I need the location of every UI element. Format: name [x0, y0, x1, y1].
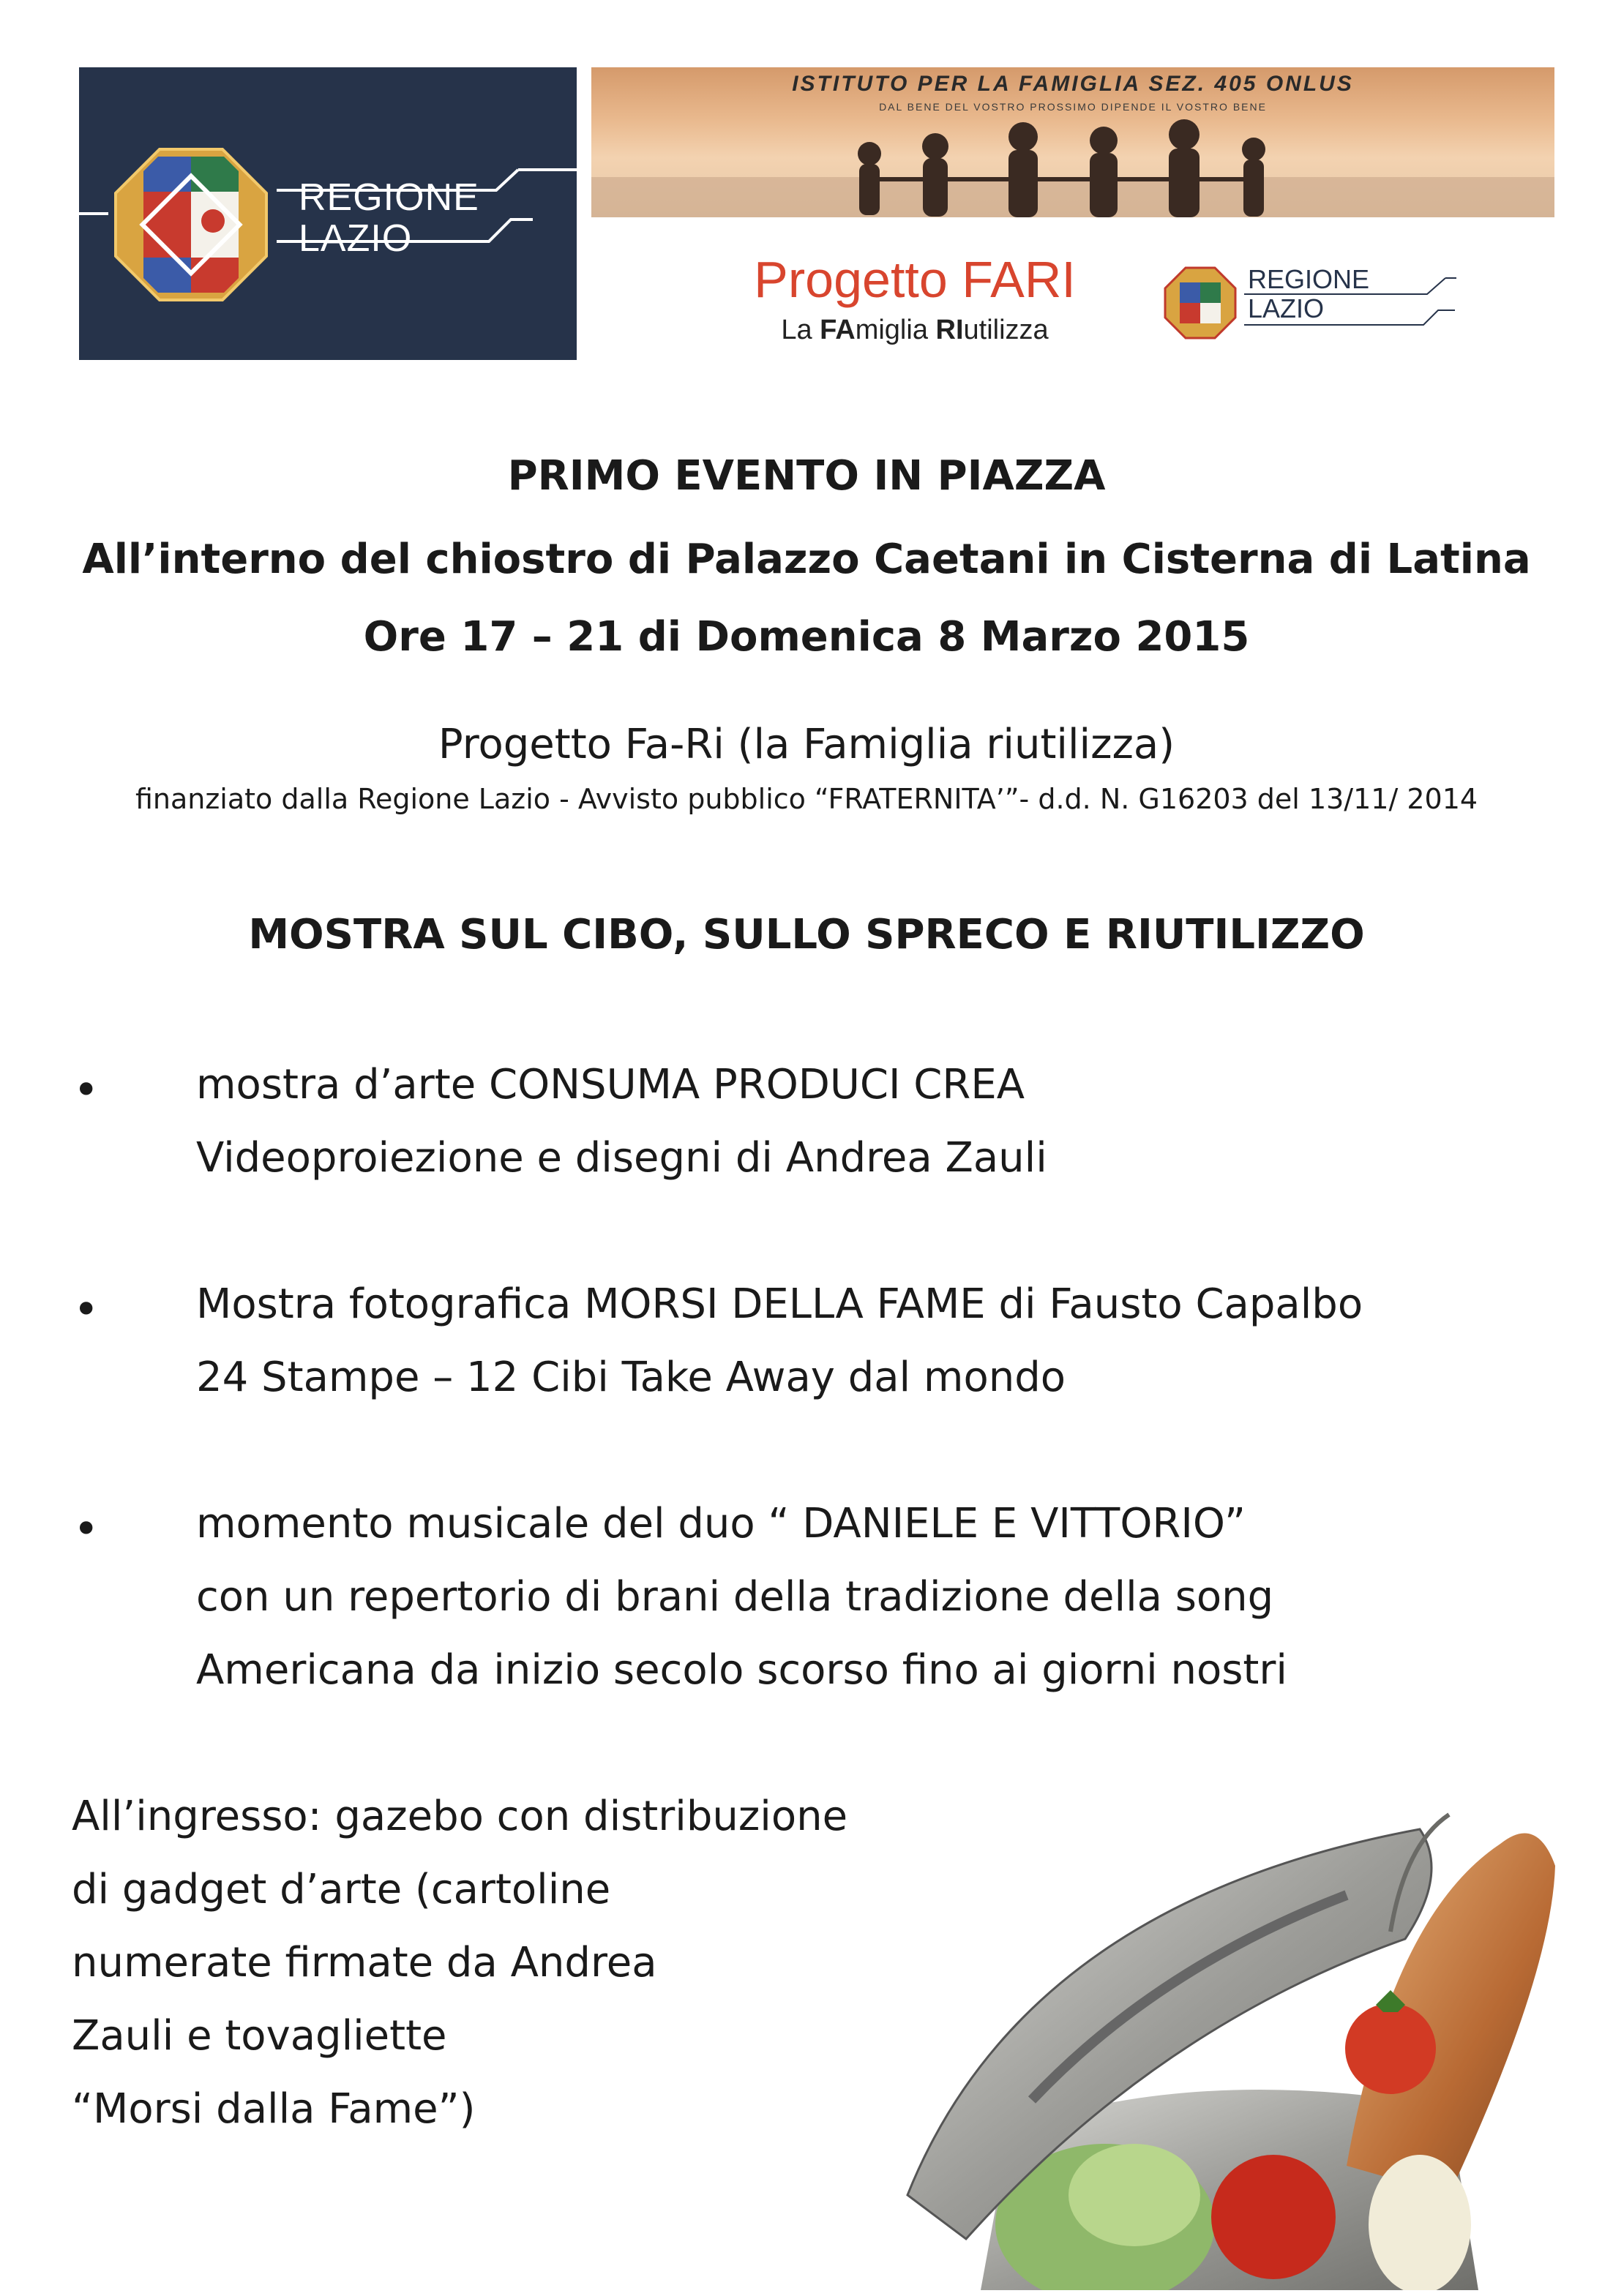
ingresso-line-1: All’ingresso: gazebo con distribuzione: [72, 1793, 848, 1840]
lazio-small-line2: LAZIO: [1248, 293, 1325, 323]
bullet-icon: •: [73, 1284, 100, 1335]
lazio-logo-line2: LAZIO: [299, 217, 413, 260]
bullet-3-line-2: con un repertorio di brani della tradizione della song: [196, 1573, 1274, 1621]
regione-lazio-small-logo: [1164, 262, 1456, 342]
progetto-fari-title: Progetto FARI: [754, 251, 1076, 308]
exhibition-title: MOSTRA SUL CIBO, SULLO SPRECO E RIUTILIZZO: [248, 911, 1365, 958]
event-time: Ore 17 – 21 di Domenica 8 Marzo 2015: [363, 613, 1250, 661]
bullet-3-line-1: momento musicale del duo “ DANIELE E VITTORIO”: [196, 1500, 1246, 1547]
ingresso-line-5: “Morsi dalla Fame”): [72, 2085, 476, 2133]
lazio-logo-text: [299, 177, 479, 259]
lazio-logo-line1: REGIONE: [299, 176, 479, 219]
lazio-emblem-icon: [114, 148, 268, 301]
ingresso-line-2: di gadget d’arte (cartoline: [72, 1866, 611, 1913]
lazio-small-text: [1248, 265, 1369, 323]
istituto-famiglia-banner: [591, 67, 1554, 217]
ingresso-line-3: numerate firmate da Andrea: [72, 1939, 657, 1987]
progetto-fari-subtitle: [725, 315, 1105, 346]
fari-sub-part: La: [781, 315, 820, 345]
banner-title: ISTITUTO PER LA FAMIGLIA SEZ. 405 ONLUS: [792, 72, 1354, 96]
bullet-1-line-1: mostra d’arte CONSUMA PRODUCI CREA: [196, 1061, 1025, 1108]
banner-subtitle: DAL BENE DEL VOSTRO PROSSIMO DIPENDE IL VOSTRO BENE: [879, 101, 1267, 113]
fari-sub-part: utilizza: [963, 315, 1049, 345]
lazio-small-line1: REGIONE: [1248, 264, 1370, 294]
project-name: Progetto Fa-Ri (la Famiglia riutilizza): [438, 721, 1175, 768]
event-location: All’interno del chiostro di Palazzo Caetani in Cisterna di Latina: [82, 536, 1531, 583]
regione-lazio-logo: [79, 67, 577, 360]
funding-note: finanziato dalla Regione Lazio - Avvisto pubblico “FRATERNITA’”- d.d. N. G16203 del 13/11/ 2014: [135, 783, 1478, 815]
trash-can-food-illustration: [790, 1785, 1595, 2290]
bullet-1-line-2: Videoproiezione e disegni di Andrea Zauli: [196, 1134, 1047, 1182]
bullet-2-line-2: 24 Stampe – 12 Cibi Take Away dal mondo: [196, 1354, 1066, 1401]
fari-sub-part: miglia: [855, 315, 936, 345]
bullet-icon: •: [73, 1065, 100, 1116]
event-title: PRIMO EVENTO IN PIAZZA: [507, 452, 1106, 500]
fari-sub-ri: RI: [935, 315, 964, 345]
ingresso-line-4: Zauli e tovagliette: [72, 2012, 447, 2060]
fari-sub-fa: FA: [820, 315, 856, 345]
bullet-2-line-1: Mostra fotografica MORSI DELLA FAME di Fausto Capalbo: [196, 1280, 1363, 1328]
bullet-3-line-3: Americana da inizio secolo scorso fino ai giorni nostri: [196, 1646, 1287, 1694]
bullet-icon: •: [73, 1504, 100, 1555]
